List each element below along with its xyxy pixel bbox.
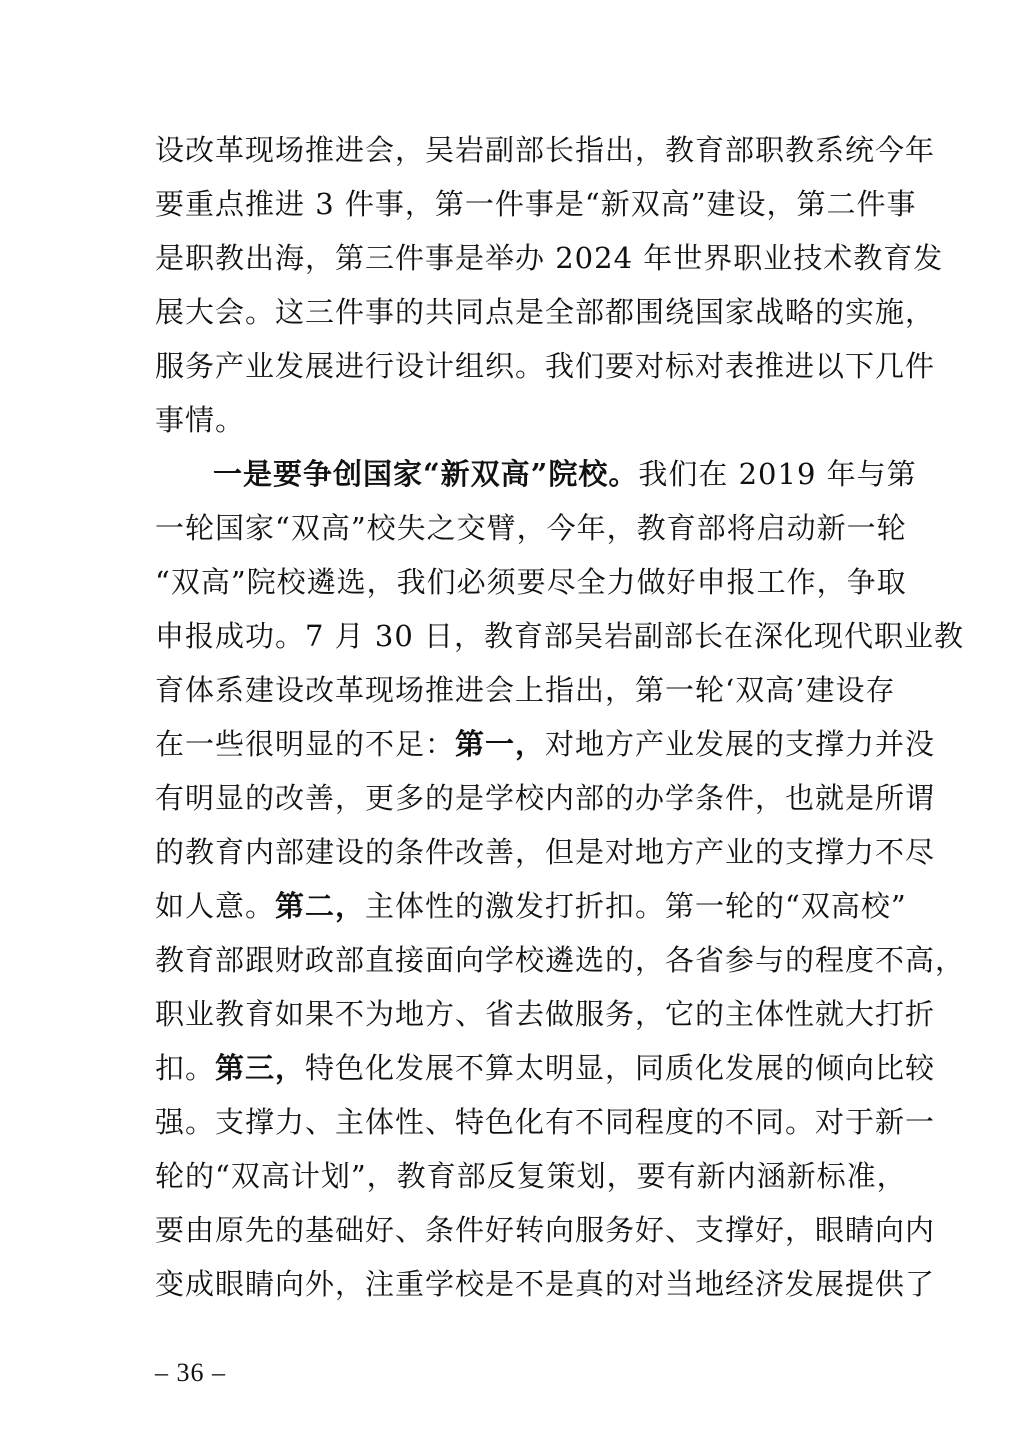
text-line-12-rest: 对地方产业发展的支撑力并没	[545, 727, 936, 761]
bold-point-first: 第一，	[455, 727, 546, 761]
text-line-13: 有明显的改善，更多的是学校内部的办学条件，也就是所谓	[155, 781, 936, 815]
text-line-16: 教育部跟财政部直接面向学校遴选的，各省参与的程度不高，	[155, 943, 966, 977]
text-line-4: 展大会。这三件事的共同点是全部都围绕国家战略的实施，	[155, 295, 936, 329]
bold-point-second: 第二，	[275, 889, 366, 923]
text-line-21: 要由原先的基础好、条件好转向服务好、支撑好，眼睛向内	[155, 1213, 936, 1247]
text-line-19: 强。支撑力、主体性、特色化有不同程度的不同。对于新一	[155, 1105, 936, 1139]
text-line-18-rest: 特色化发展不算太明显，同质化发展的倾向比较	[305, 1051, 936, 1085]
text-line-5: 服务产业发展进行设计组织。我们要对标对表推进以下几件	[155, 349, 936, 383]
text-line-20: 轮的“双高计划”，教育部反复策划，要有新内涵新标准，	[155, 1159, 907, 1193]
bold-heading-first: 一是要争创国家“新双高”院校。	[213, 457, 639, 491]
text-line-7	[213, 454, 917, 494]
text-line-22: 变成眼睛向外，注重学校是不是真的对当地经济发展提供了	[155, 1267, 936, 1301]
text-line-18	[155, 1048, 936, 1088]
text-line-3: 是职教出海，第三件事是举办 2024 年世界职业技术教育发	[155, 241, 944, 275]
text-line-6: 事情。	[155, 403, 246, 437]
text-line-14: 的教育内部建设的条件改善，但是对地方产业的支撑力不尽	[155, 835, 936, 869]
text-line-10: 申报成功。7 月 30 日，教育部吴岩副部长在深化现代职业教	[155, 619, 965, 653]
text-line-12-pre: 在一些很明显的不足：	[155, 727, 456, 761]
text-line-15-rest: 主体性的激发打折扣。第一轮的“双高校”	[365, 889, 907, 923]
text-line-8: 一轮国家“双高”校失之交臂，今年，教育部将启动新一轮	[155, 511, 907, 545]
text-line-15-pre: 如人意。	[155, 889, 276, 923]
text-line-17: 职业教育如果不为地方、省去做服务，它的主体性就大打折	[155, 997, 936, 1031]
text-line-2: 要重点推进 3 件事，第一件事是“新双高”建设，第二件事	[155, 187, 917, 221]
text-line-11: 育体系建设改革现场推进会上指出，第一轮‘双高’建设存	[155, 673, 896, 707]
page-number: – 36 –	[155, 1358, 226, 1387]
text-line-12	[155, 724, 936, 764]
bold-point-third: 第三，	[215, 1051, 306, 1085]
text-line-18-pre: 扣。	[155, 1051, 216, 1085]
text-line-9: “双高”院校遴选，我们必须要尽全力做好申报工作，争取	[155, 565, 907, 599]
text-line-1: 设改革现场推进会，吴岩副部长指出，教育部职教系统今年	[155, 133, 936, 167]
text-line-7-rest: 我们在 2019 年与第	[638, 457, 917, 491]
text-line-15	[155, 886, 907, 926]
